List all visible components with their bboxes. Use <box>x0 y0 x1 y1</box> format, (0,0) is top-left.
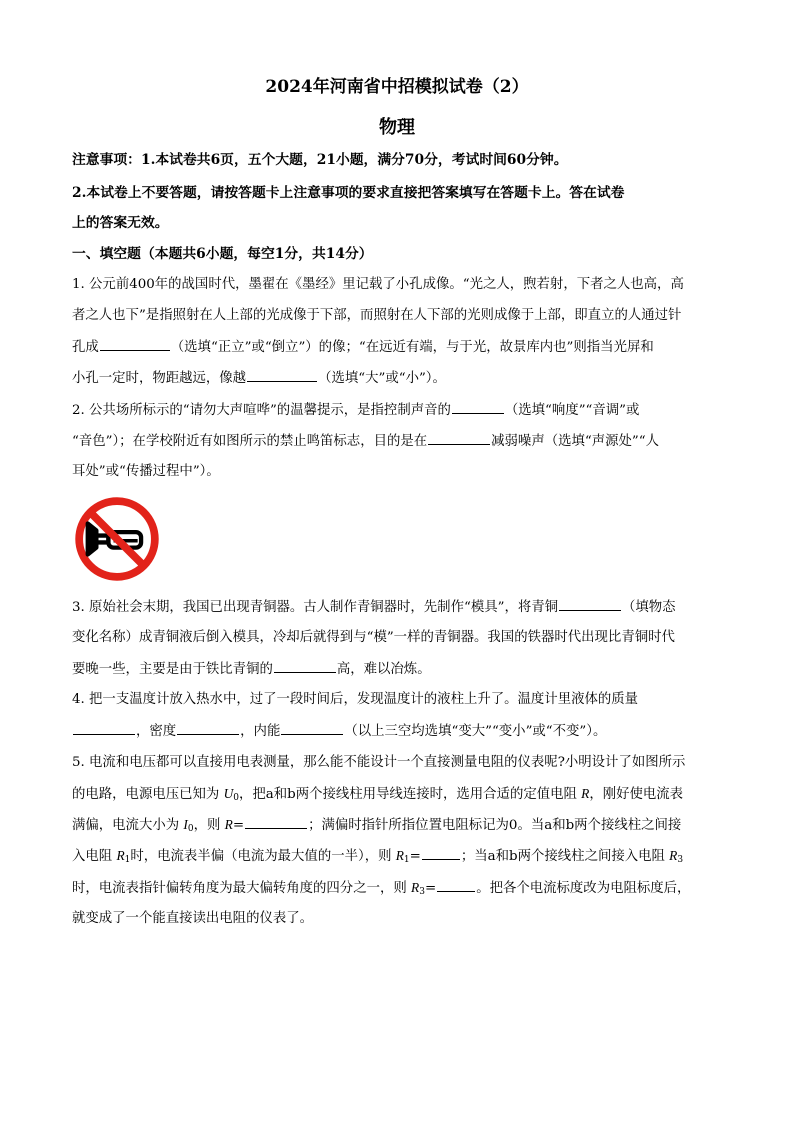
q5-line-1: 5. 电流和电压都可以直接用电表测量，那么能不能设计一个直接测量电阻的仪表呢?小明设计了如图所示 <box>72 755 686 770</box>
q2-line-1 <box>72 401 732 420</box>
q5-text: = <box>409 849 421 864</box>
var-r1: R <box>116 848 125 863</box>
var-r: R <box>581 786 590 801</box>
q1-text: （选填“大”或“小”）。 <box>318 371 446 386</box>
q5-text: 。把各个电流标度改为电阻标度后， <box>476 881 691 896</box>
notice-line-1: 注意事项：1.本试卷共6页，五个大题，21小题，满分70分，考试时间60分钟。 <box>72 152 568 168</box>
q1-line-3 <box>72 338 732 357</box>
var-r3-sub: 3 <box>677 855 684 865</box>
answer-blank[interactable] <box>422 847 460 860</box>
var-r3: R <box>669 848 678 863</box>
q2-text: 减弱噪声（选填“声源处”“人 <box>491 434 659 449</box>
q3-line-1 <box>72 598 732 617</box>
notice-line-3: 上的答案无效。 <box>72 215 169 231</box>
notice-line-2: 2.本试卷上不要答题，请按答题卡上注意事项的要求直接把答案填写在答题卡上。答在试卷 <box>72 185 625 201</box>
q1-text: （选填“正立”或“倒立”）的像；“在远近有端，与于光，故景库内也”则指当光屏和 <box>170 340 654 355</box>
q4-line-2 <box>72 722 732 741</box>
answer-blank[interactable] <box>274 660 336 673</box>
q5-line-6: 就变成了一个能直接读出电阻的仪表了。 <box>72 911 314 926</box>
q5-line-3 <box>72 816 732 838</box>
q3-text: 要晚一些，主要是由于铁比青铜的 <box>72 662 273 677</box>
q1-text: 小孔一定时，物距越远，像越 <box>72 371 247 386</box>
var-u: U <box>223 786 234 801</box>
q4-text: ，密度 <box>136 724 177 739</box>
q5-text: 满偏，电流大小为 <box>72 818 184 833</box>
q3-text: 高，难以冶炼。 <box>336 662 431 677</box>
q2-line-3: 耳处”或“传播过程中”）。 <box>72 464 220 479</box>
var-r1-sub: 1 <box>403 855 410 865</box>
q3-text: （填物态 <box>622 600 676 615</box>
q2-text: 2. 公共场所标示的“请勿大声喧哗”的温馨提示，是指控制声音的 <box>72 403 451 418</box>
q5-text: ，刚好使电流表 <box>589 787 684 802</box>
q5-text: 的电路，电源电压已知为 <box>72 787 224 802</box>
q5-line-4 <box>72 847 732 869</box>
answer-blank[interactable] <box>245 816 307 829</box>
q1-line-4 <box>72 369 732 388</box>
var-u-sub: 0 <box>233 793 239 803</box>
answer-blank[interactable] <box>247 369 317 382</box>
answer-blank[interactable] <box>452 401 504 414</box>
no-honking-sign-icon <box>74 496 160 582</box>
var-r3-sub: 3 <box>419 887 425 897</box>
q5-line-5 <box>72 879 732 901</box>
q3-line-3 <box>72 660 732 679</box>
q4-line-1: 4. 把一支温度计放入热水中，过了一段时间后，发现温度计的液柱上升了。温度计里液体的质量 <box>72 692 639 707</box>
var-r3: R <box>411 880 420 895</box>
q5-text: ；满偏时指针所指位置电阻标记为0。当a和b两个接线柱之间接 <box>308 818 682 833</box>
exam-title: 2024年河南省中招模拟试卷（2） <box>265 77 529 97</box>
var-i-sub: 0 <box>187 824 194 834</box>
q4-text: ，内能 <box>240 724 281 739</box>
answer-blank[interactable] <box>177 722 239 735</box>
var-r: R <box>224 817 233 832</box>
subject-title: 物理 <box>379 117 415 138</box>
q2-text: （选填“响度”“音调”或 <box>504 403 640 418</box>
q2-text: “音色”）；在学校附近有如图所示的禁止鸣笛标志，目的是在 <box>72 434 428 449</box>
q5-line-2 <box>72 785 732 807</box>
q5-text: 时，电流表指针偏转角度为最大偏转角度的四分之一，则 <box>72 881 412 896</box>
q3-line-2: 变化名称）成青铜液后倒入模具，冷却后就得到与“模”一样的青铜器。我国的铁器时代出现比青铜时代 <box>72 630 675 645</box>
q5-text: = <box>232 818 245 833</box>
answer-blank[interactable] <box>281 722 343 735</box>
q4-text: （以上三空均选填“变大”“变小”或“不变”）。 <box>344 724 607 739</box>
answer-blank[interactable] <box>100 338 170 351</box>
answer-blank[interactable] <box>73 722 135 735</box>
q1-line-1: 1. 公元前400年的战国时代，墨翟在《墨经》里记载了小孔成像。“光之人，煦若射，下者之人也高，高 <box>72 277 684 292</box>
section-heading: 一、填空题（本题共6小题，每空1分，共14分） <box>72 246 373 262</box>
var-i: I <box>183 817 188 832</box>
q5-text: ，则 <box>193 818 225 833</box>
answer-blank[interactable] <box>428 432 490 445</box>
answer-blank[interactable] <box>559 598 621 611</box>
q5-text: 时，电流表半偏（电流为最大值的一半），则 <box>130 849 396 864</box>
q5-text: = <box>424 881 437 896</box>
answer-blank[interactable] <box>437 879 475 892</box>
q5-text: ；当a和b两个接线柱之间接入电阻 <box>460 849 670 864</box>
q3-text: 3. 原始社会末期，我国已出现青铜器。古人制作青铜器时，先制作“模具”，将青铜 <box>72 600 559 615</box>
q5-text: ，把a和b两个接线柱用导线连接时，选用合适的定值电阻 <box>238 787 582 802</box>
q1-line-2: 者之人也下”是指照射在人上部的光成像于下部，而照射在人下部的光则成像于上部，即直立的人通过针 <box>72 308 682 323</box>
var-r1-sub: 1 <box>124 855 131 865</box>
q2-line-2 <box>72 432 732 451</box>
q5-text: 入电阻 <box>72 849 117 864</box>
var-r1: R <box>395 848 404 863</box>
q1-text: 孔成 <box>72 340 99 355</box>
